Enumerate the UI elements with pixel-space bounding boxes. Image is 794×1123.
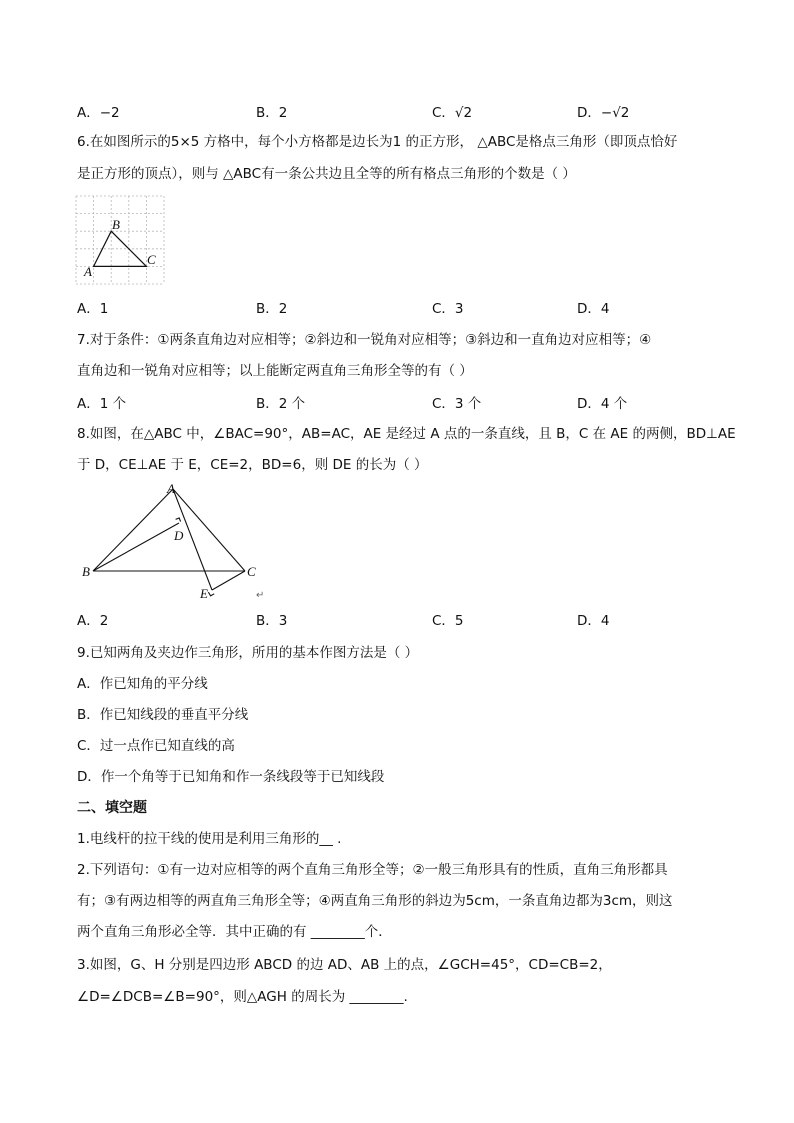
q6-label-b: B: [112, 217, 120, 232]
q6-option-c: C．3: [432, 301, 464, 317]
q8-label-c: C: [247, 564, 256, 579]
q7-stem-line1: 7.对于条件：①两条直角边对应相等；②斜边和一锐角对应相等；③斜边和一直角边对应相等；④: [77, 332, 652, 348]
q7-option-a: A．1 个: [77, 396, 127, 412]
q7-options: [0, 395, 794, 413]
q7-option-d: D．4 个: [577, 396, 628, 412]
fill-q2-line2: 有；③有两边相等的两直角三角形全等；④两直角三角形的斜边为5cm，一条直角边都为3cm，则这: [77, 893, 673, 909]
q7-stem-line2: 直角边和一锐角对应相等；以上能断定两直角三角形全等的有（ ）: [77, 363, 473, 379]
q6-grid-figure: [76, 196, 166, 286]
q6-label-c: C: [147, 252, 156, 267]
q7-option-b: B．2 个: [256, 396, 306, 412]
fill-q2-line1: 2.下列语句：①有一边对应相等的两个直角三角形全等；②一般三角形具有的性质，直角三角形都具: [77, 862, 668, 878]
q9-stem: 9.已知两角及夹边作三角形，所用的基本作图方法是（ ）: [77, 645, 419, 661]
q6-options: [0, 300, 794, 318]
q6-option-a: A．1: [77, 301, 109, 317]
fill-q1: 1.电线杆的拉干线的使用是利用三角形的__ .: [77, 831, 342, 847]
q5-options: [0, 104, 794, 122]
q5-option-d: D．−√2: [577, 105, 630, 121]
section2-heading: 二、填空题: [77, 800, 147, 816]
fill-q3-line2: ∠D=∠DCB=∠B=90°，则△AGH 的周长为 ________.: [77, 989, 408, 1005]
q6-stem-line1: 6.在如图所示的5×5 方格中，每个小方格都是边长为1 的正方形， △ABC是格点三角形（即顶点恰好: [77, 134, 678, 150]
q8-label-e: E: [200, 586, 208, 601]
q8-label-b: B: [82, 564, 90, 579]
q6-label-a: A: [84, 264, 92, 279]
fill-q2-line3: 两个直角三角形必全等．其中正确的有 ________个．: [77, 924, 392, 940]
q9-option-b: B．作已知线段的垂直平分线: [77, 707, 249, 723]
q8-triangle-figure: [78, 480, 278, 605]
q5-option-a: A．−2: [77, 105, 120, 121]
q6-option-b: B．2: [256, 301, 288, 317]
q9-option-a: A．作已知角的平分线: [77, 676, 208, 692]
q8-return-mark: ↵: [256, 590, 265, 601]
q8-option-d: D．4: [577, 613, 610, 629]
q8-label-a: A: [167, 481, 175, 496]
q6-option-d: D．4: [577, 301, 610, 317]
q9-option-d: D．作一个角等于已知角和作一条线段等于已知线段: [77, 769, 385, 785]
q6-stem-line2: 是正方形的顶点），则与 △ABC有一条公共边且全等的所有格点三角形的个数是（ ）: [77, 166, 576, 182]
q8-option-b: B．3: [256, 613, 288, 629]
q9-option-c: C．过一点作已知直线的高: [77, 738, 235, 754]
q8-label-d: D: [174, 528, 184, 543]
fill-q3-line1: 3.如图，G、H 分别是四边形 ABCD 的边 AD、AB 上的点，∠GCH=45°，CD=CB=2，: [77, 957, 612, 973]
q5-option-c: C．√2: [432, 105, 473, 121]
q8-option-a: A．2: [77, 613, 109, 629]
q8-stem-line1: 8.如图，在△ABC 中，∠BAC=90°，AB=AC，AE 是经过 A 点的一条直线，且 B，C 在 AE 的两侧，BD⊥AE: [77, 426, 736, 442]
q5-option-b: B．2: [256, 105, 288, 121]
q8-option-c: C．5: [432, 613, 464, 629]
q8-options: [0, 612, 794, 630]
q7-option-c: C．3 个: [432, 396, 482, 412]
q8-stem-line2: 于 D，CE⊥AE 于 E，CE=2，BD=6，则 DE 的长为（ ）: [77, 457, 428, 473]
